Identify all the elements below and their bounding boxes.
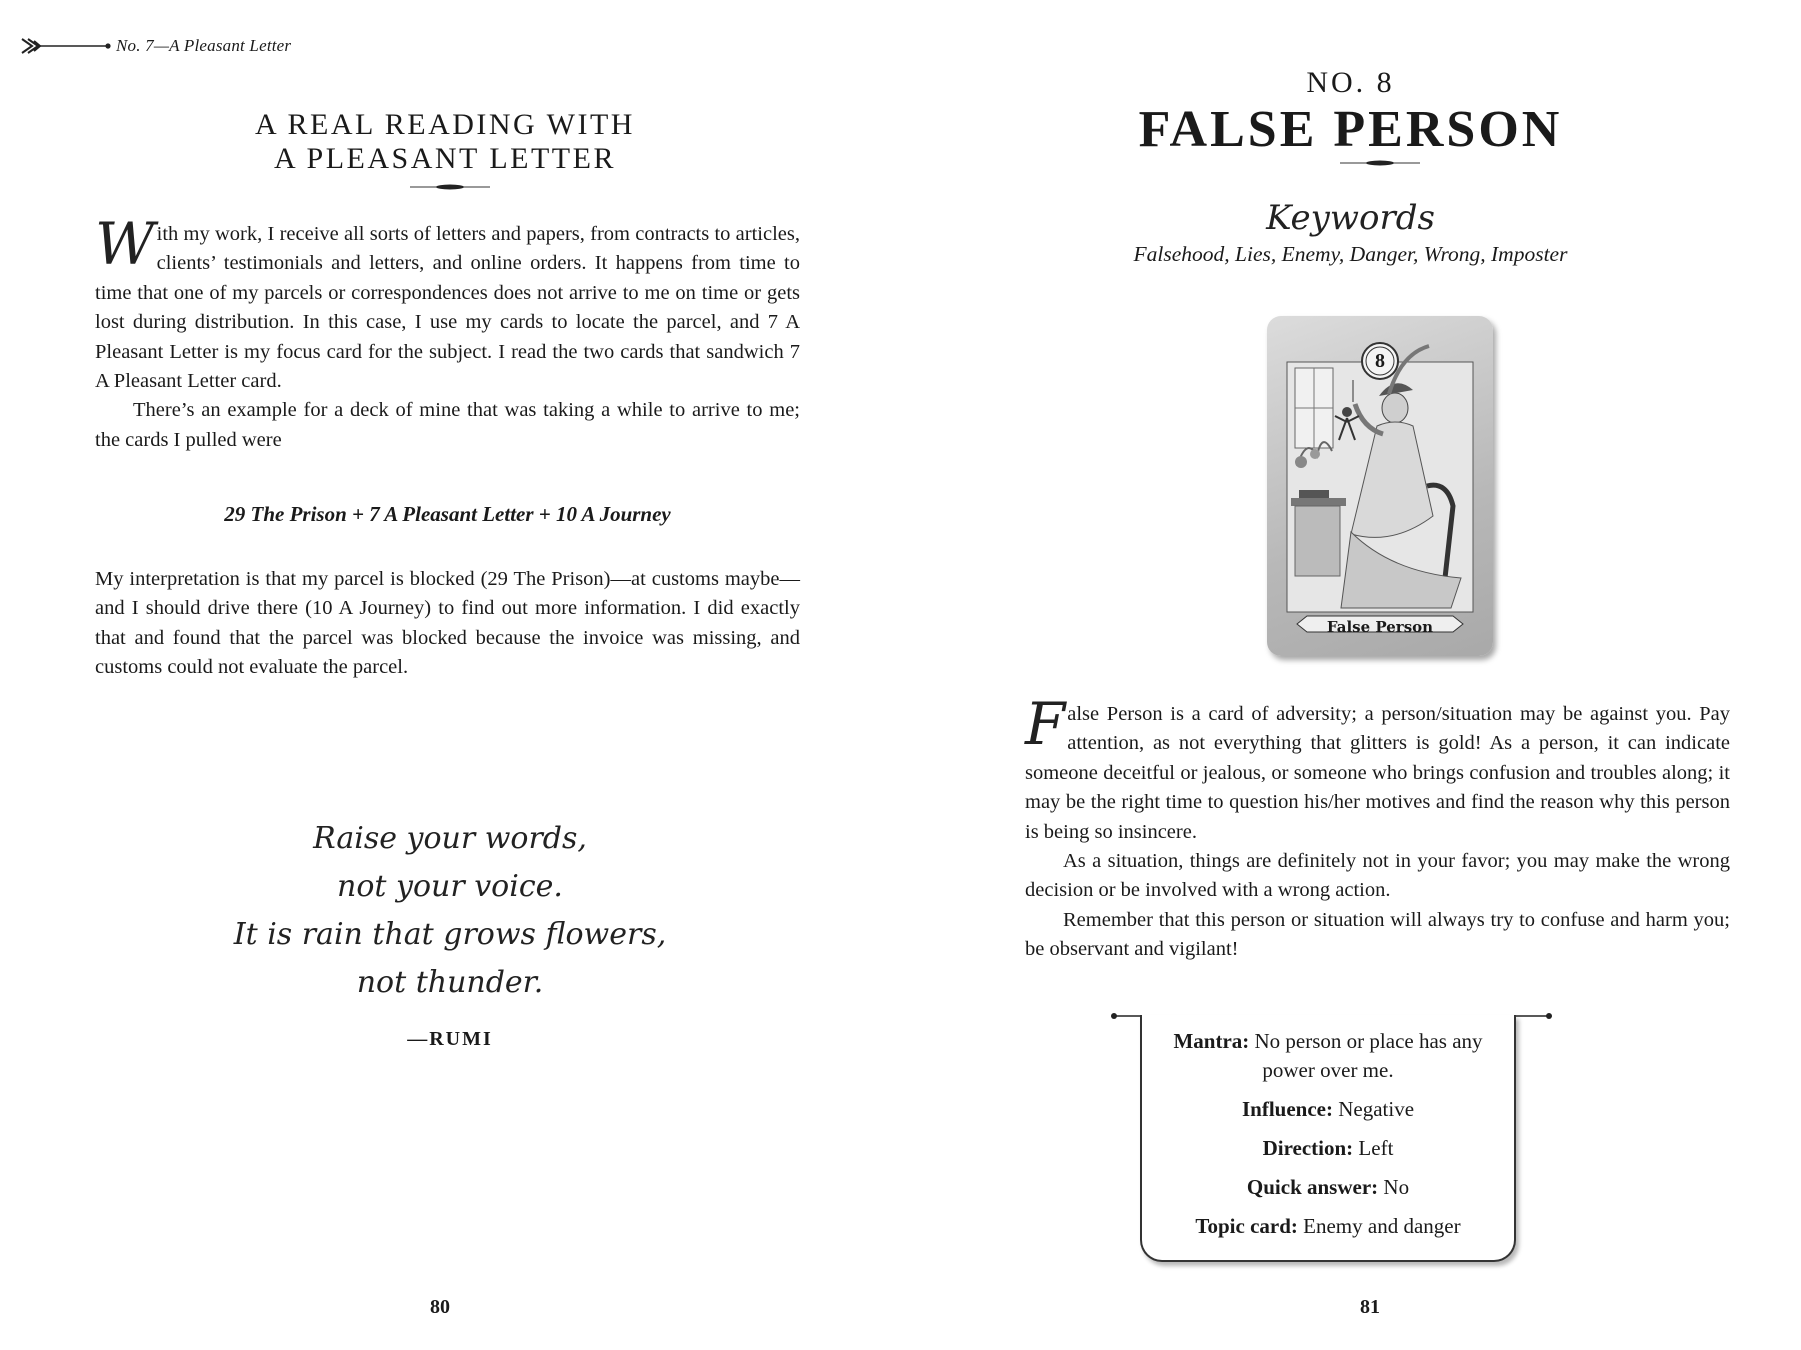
paragraph-1 (95, 210, 800, 396)
paragraph-2: There’s an example for a deck of mine that was taking a while to arrive to me; the cards I pulled were (95, 399, 800, 451)
quote-line-4: not thunder. (356, 965, 544, 1000)
mantra-line-2: power over me. (1262, 1058, 1394, 1082)
running-head (20, 36, 291, 56)
quick-answer-value: No (1383, 1175, 1410, 1199)
mantra-line-1: No person or place has any (1254, 1029, 1483, 1053)
divider-flourish-icon (1340, 158, 1420, 168)
card-caption: False Person (1326, 618, 1434, 636)
running-head-text: No. 7—A Pleasant Letter (116, 36, 292, 55)
influence-label: Influence: (1241, 1097, 1333, 1121)
card-illustration (1267, 316, 1493, 656)
page-number-left: 80 (430, 1296, 450, 1318)
paragraph-3: My interpretation is that my parcel is blocked (29 The Prison)—at customs maybe—and I should drive there (10 A Journey) to find out more information. I did exactly that and found that the parcel was blocked because the invoice was missing, and customs could not evaluate the parcel. (95, 568, 800, 679)
mantra-label: Mantra: (1173, 1029, 1250, 1053)
section-title-line-2: A PLEASANT LETTER (274, 142, 616, 175)
direction-value: Left (1358, 1136, 1394, 1160)
divider-flourish-icon (410, 182, 490, 192)
quote-attribution: —RUMI (407, 1028, 493, 1050)
direction-label: Direction: (1262, 1136, 1354, 1160)
section-title-line-1: A REAL READING WITH (255, 108, 635, 141)
drop-cap: F (1025, 690, 1066, 758)
intro-text (95, 210, 800, 455)
quote-line-3: It is rain that grows flowers, (233, 917, 667, 952)
drop-cap: W (95, 210, 155, 278)
card-reading: 29 The Prison + 7 A Pleasant Letter + 10 A Journey (224, 502, 671, 526)
quick-answer-label: Quick answer: (1246, 1175, 1379, 1199)
rumi-quote (200, 815, 700, 1007)
card-description (1025, 690, 1730, 965)
arrow-ornament-icon (20, 36, 112, 56)
influence-value: Negative (1338, 1097, 1415, 1121)
interpretation-text (95, 565, 800, 683)
left-page (0, 0, 900, 1350)
mantra-row (1142, 1027, 1514, 1085)
topic-card-label: Topic card: (1195, 1214, 1298, 1238)
keywords-list: Falsehood, Lies, Enemy, Danger, Wrong, Imposter (1133, 242, 1568, 266)
card-title-heading: FALSE PERSON (1138, 101, 1563, 158)
section-title (95, 108, 795, 176)
keywords-label: Keywords (1266, 198, 1435, 238)
paragraph-3: Remember that this person or situation will always try to confuse and harm you; be observant and vigilant! (1025, 908, 1730, 961)
paragraph-2: As a situation, things are definitely not in your favor; you may make the wrong decision or be involved with a wrong action. (1025, 850, 1730, 902)
right-page (900, 0, 1801, 1350)
card-number-badge: 8 (1375, 350, 1385, 372)
topic-card-row (1142, 1212, 1514, 1241)
quote-line-1: Raise your words, (313, 821, 587, 856)
quote-line-2: not your voice. (337, 869, 563, 904)
influence-row (1142, 1095, 1514, 1124)
paragraph-1-text: ith my work, I receive all sorts of letters and papers, from contracts to articles, clients’ testimonials and letters, and online orders. It happens from time to time that one of my parcels or correspondences does not arrive to me on time or gets lost during distribution. In this case, I use my cards to locate the parcel, and 7 A Pleasant Letter is my focus card for the subject. I read the two cards that sandwich 7 A Pleasant Letter card. (95, 223, 800, 393)
card-number-heading: NO. 8 (1306, 66, 1395, 99)
paragraph-1 (1025, 690, 1730, 847)
topic-card-value: Enemy and danger (1303, 1214, 1461, 1238)
paragraph-1-text: alse Person is a card of adversity; a person/situation may be against you. Pay attention, as not everything that glitters is gold! As a person, it can indicate someone deceitful or jealous, or someone who brings confusion and troubles along; it may be the right time to question his/her motives and find the reason why this person is being so insincere. (1025, 703, 1730, 843)
page-number-right: 81 (1360, 1296, 1380, 1318)
quick-answer-row (1142, 1173, 1514, 1202)
direction-row (1142, 1134, 1514, 1163)
card-info-box (1140, 1015, 1516, 1262)
